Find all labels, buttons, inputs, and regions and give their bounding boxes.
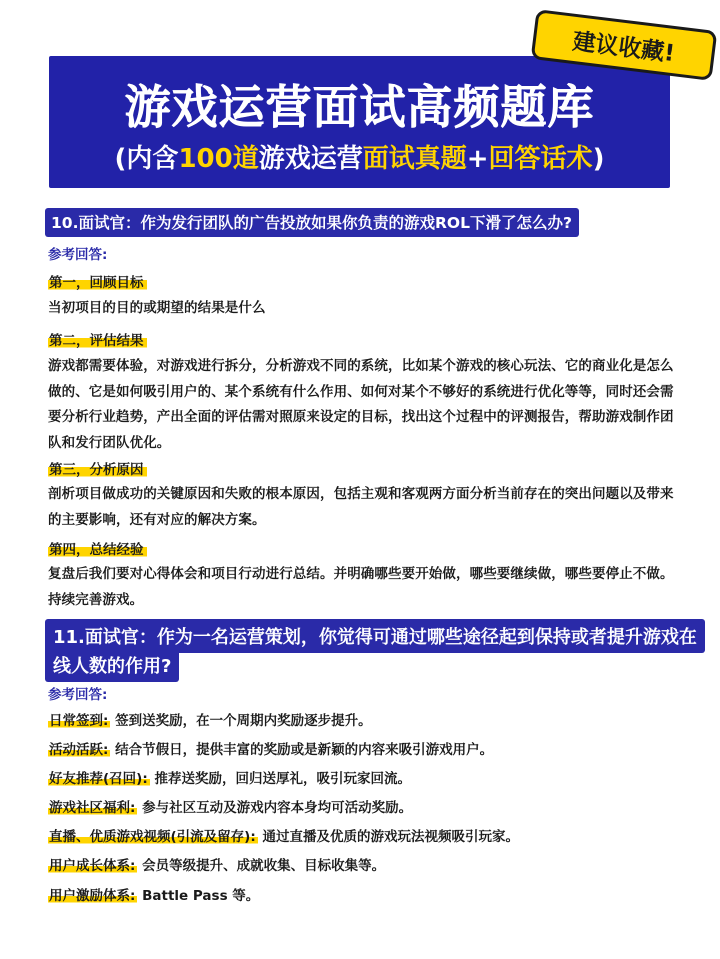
subtitle-part: (内含 bbox=[114, 144, 179, 174]
subtitle-part: 游戏运营 bbox=[258, 144, 363, 174]
list-item-text: 推荐送奖励，回归送厚礼，吸引玩家回流。 bbox=[154, 771, 411, 787]
list-item bbox=[48, 825, 519, 845]
reference-answer-label: 参考回答: bbox=[48, 247, 108, 263]
subtitle-part: ) bbox=[592, 144, 605, 174]
list-item-text: 签到送奖励，在一个周期内奖励逐步提升。 bbox=[115, 713, 372, 729]
list-item-key: 直播、优质游戏视频(引流及留存): bbox=[49, 829, 256, 845]
subtitle-highlight: 100道 bbox=[178, 144, 259, 174]
list-item-key: 用户成长体系: bbox=[49, 858, 136, 874]
question-11-label-line1: 11.面试官：作为一名运营策划，你觉得可通过哪些途径起到保持或者提升游戏在 bbox=[45, 619, 705, 653]
list-item-key: 活动活跃: bbox=[49, 742, 109, 758]
list-item bbox=[48, 884, 259, 904]
section-title: 第一，回顾目标 bbox=[48, 271, 147, 291]
reference-answer-label: 参考回答: bbox=[48, 687, 108, 703]
list-item bbox=[48, 709, 372, 729]
section-body: 游戏都需要体验，对游戏进行拆分，分析游戏不同的系统，比如某个游戏的核心玩法、它的商业化是怎么做的、它是如何吸引用户的、某个系统有什么作用、如何对某个不够好的系统进行优化等等，同时还会需要分析行业趋势，产出全面的评估需对照原来设定的目标，找出这个过程中的评测报告，帮助游戏制作团队和发行团队优化。 bbox=[48, 358, 674, 451]
list-item-text: 通过直播及优质的游戏玩法视频吸引玩家。 bbox=[262, 829, 519, 845]
list-item-text: Battle Pass 等。 bbox=[142, 888, 260, 904]
section-title: 第三，分析原因 bbox=[48, 458, 147, 478]
subtitle-part: + bbox=[466, 144, 489, 174]
recommend-stamp: 建议收藏! bbox=[531, 9, 718, 81]
header-banner bbox=[49, 56, 670, 188]
list-item-text: 参与社区互动及游戏内容本身均可活动奖励。 bbox=[142, 800, 413, 816]
list-item bbox=[48, 738, 493, 758]
section-title: 第二，评估结果 bbox=[48, 329, 147, 349]
list-item-text: 会员等级提升、成就收集、目标收集等。 bbox=[142, 858, 386, 874]
section-body: 复盘后我们要对心得体会和项目行动进行总结。并明确哪些要开始做，哪些要继续做，哪些要停止不做。持续完善游戏。 bbox=[48, 566, 674, 608]
list-item-key: 用户激励体系: bbox=[49, 888, 136, 904]
page-subtitle bbox=[49, 138, 670, 175]
list-item bbox=[48, 854, 385, 874]
subtitle-highlight: 回答话术 bbox=[488, 144, 593, 174]
question-10-label: 10.面试官：作为发行团队的广告投放如果你负责的游戏ROL下滑了怎么办? bbox=[45, 208, 579, 237]
question-11-label-line2: 线人数的作用? bbox=[45, 648, 179, 682]
list-item-key: 游戏社区福利: bbox=[49, 800, 136, 816]
section-body: 当初项目的目的或期望的结果是什么 bbox=[48, 300, 266, 316]
list-item bbox=[48, 796, 412, 816]
list-item bbox=[48, 767, 411, 787]
list-item-text: 结合节假日，提供丰富的奖励或是新颖的内容来吸引游戏用户。 bbox=[115, 742, 494, 758]
page-title: 游戏运营面试高频题库 bbox=[124, 80, 595, 134]
list-item-key: 日常签到: bbox=[49, 713, 109, 729]
section-body: 剖析项目做成功的关键原因和失败的根本原因，包括主观和客观两方面分析当前存在的突出问题以及带来的主要影响，还有对应的解决方案。 bbox=[48, 486, 674, 528]
section-title: 第四，总结经验 bbox=[48, 538, 147, 558]
list-item-key: 好友推荐(召回): bbox=[49, 771, 148, 787]
subtitle-highlight: 面试真题 bbox=[362, 144, 467, 174]
